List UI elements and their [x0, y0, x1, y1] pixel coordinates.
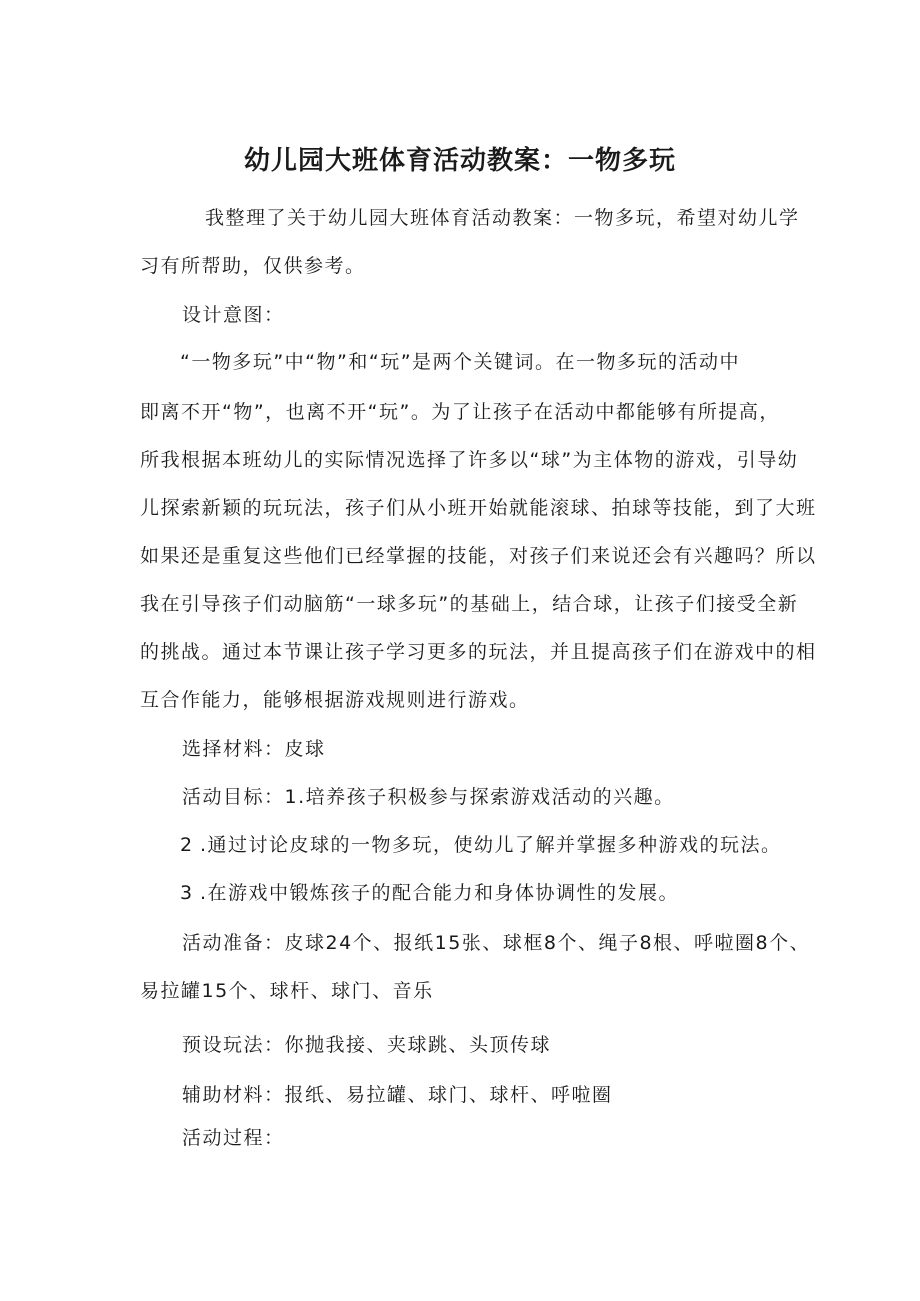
design-heading: 设计意图：	[182, 304, 285, 326]
goal-3-text: .在游戏中锻炼孩子的配合能力和身体协调性的发展。	[200, 882, 680, 904]
design-line-1: “一物多玩”中“物”和“玩”是两个关键词。在一物多玩的活动中	[180, 351, 741, 373]
design-line-6: 我在引导孩子们动脑筋“一球多玩”的基础上，结合球，让孩子们接受全新	[140, 593, 799, 615]
design-line-3: 所我根据本班幼儿的实际情况选择了许多以“球”为主体物的游戏，引导幼	[140, 449, 799, 471]
intro-line-1: 我整理了关于幼儿园大班体育活动教案：一物多玩，希望对幼儿学	[205, 207, 800, 229]
design-line-4: 儿探索新颖的玩玩法，孩子们从小班开始就能滚球、拍球等技能，到了大班	[140, 497, 817, 519]
preparation-line-1: 活动准备：皮球24个、报纸15张、球框8个、绳子8根、呼啦圈8个、	[182, 932, 811, 954]
goal-3-number: 3	[180, 882, 194, 904]
materials-line: 选择材料：皮球	[182, 738, 326, 760]
intro-line-2: 习有所帮助，仅供参考。	[140, 255, 366, 277]
goal-2-text: .通过讨论皮球的一物多玩，使幼儿了解并掌握多种游戏的玩法。	[200, 834, 782, 856]
document-title: 幼儿园大班体育活动教案：一物多玩	[243, 146, 676, 176]
design-line-2: 即离不开“物”，也离不开“玩”。为了让孩子在活动中都能够有所提高，	[140, 401, 780, 423]
preparation-line-2: 易拉罐15个、球杆、球门、音乐	[140, 980, 434, 1002]
preset-play-line: 预设玩法：你抛我接、夹球跳、头顶传球	[182, 1034, 552, 1056]
aux-materials-line: 辅助材料：报纸、易拉罐、球门、球杆、呼啦圈	[182, 1084, 613, 1106]
design-line-7: 的挑战。通过本节课让孩子学习更多的玩法，并且提高孩子们在游戏中的相	[140, 641, 817, 663]
goals-line-1: 活动目标：1.培养孩子积极参与探索游戏活动的兴趣。	[182, 786, 675, 808]
design-line-5: 如果还是重复这些他们已经掌握的技能，对孩子们来说还会有兴趣吗？所以	[140, 545, 817, 567]
process-heading: 活动过程：	[182, 1127, 285, 1149]
design-line-8: 互合作能力，能够根据游戏规则进行游戏。	[140, 689, 530, 711]
goal-2-number: 2	[180, 834, 194, 856]
